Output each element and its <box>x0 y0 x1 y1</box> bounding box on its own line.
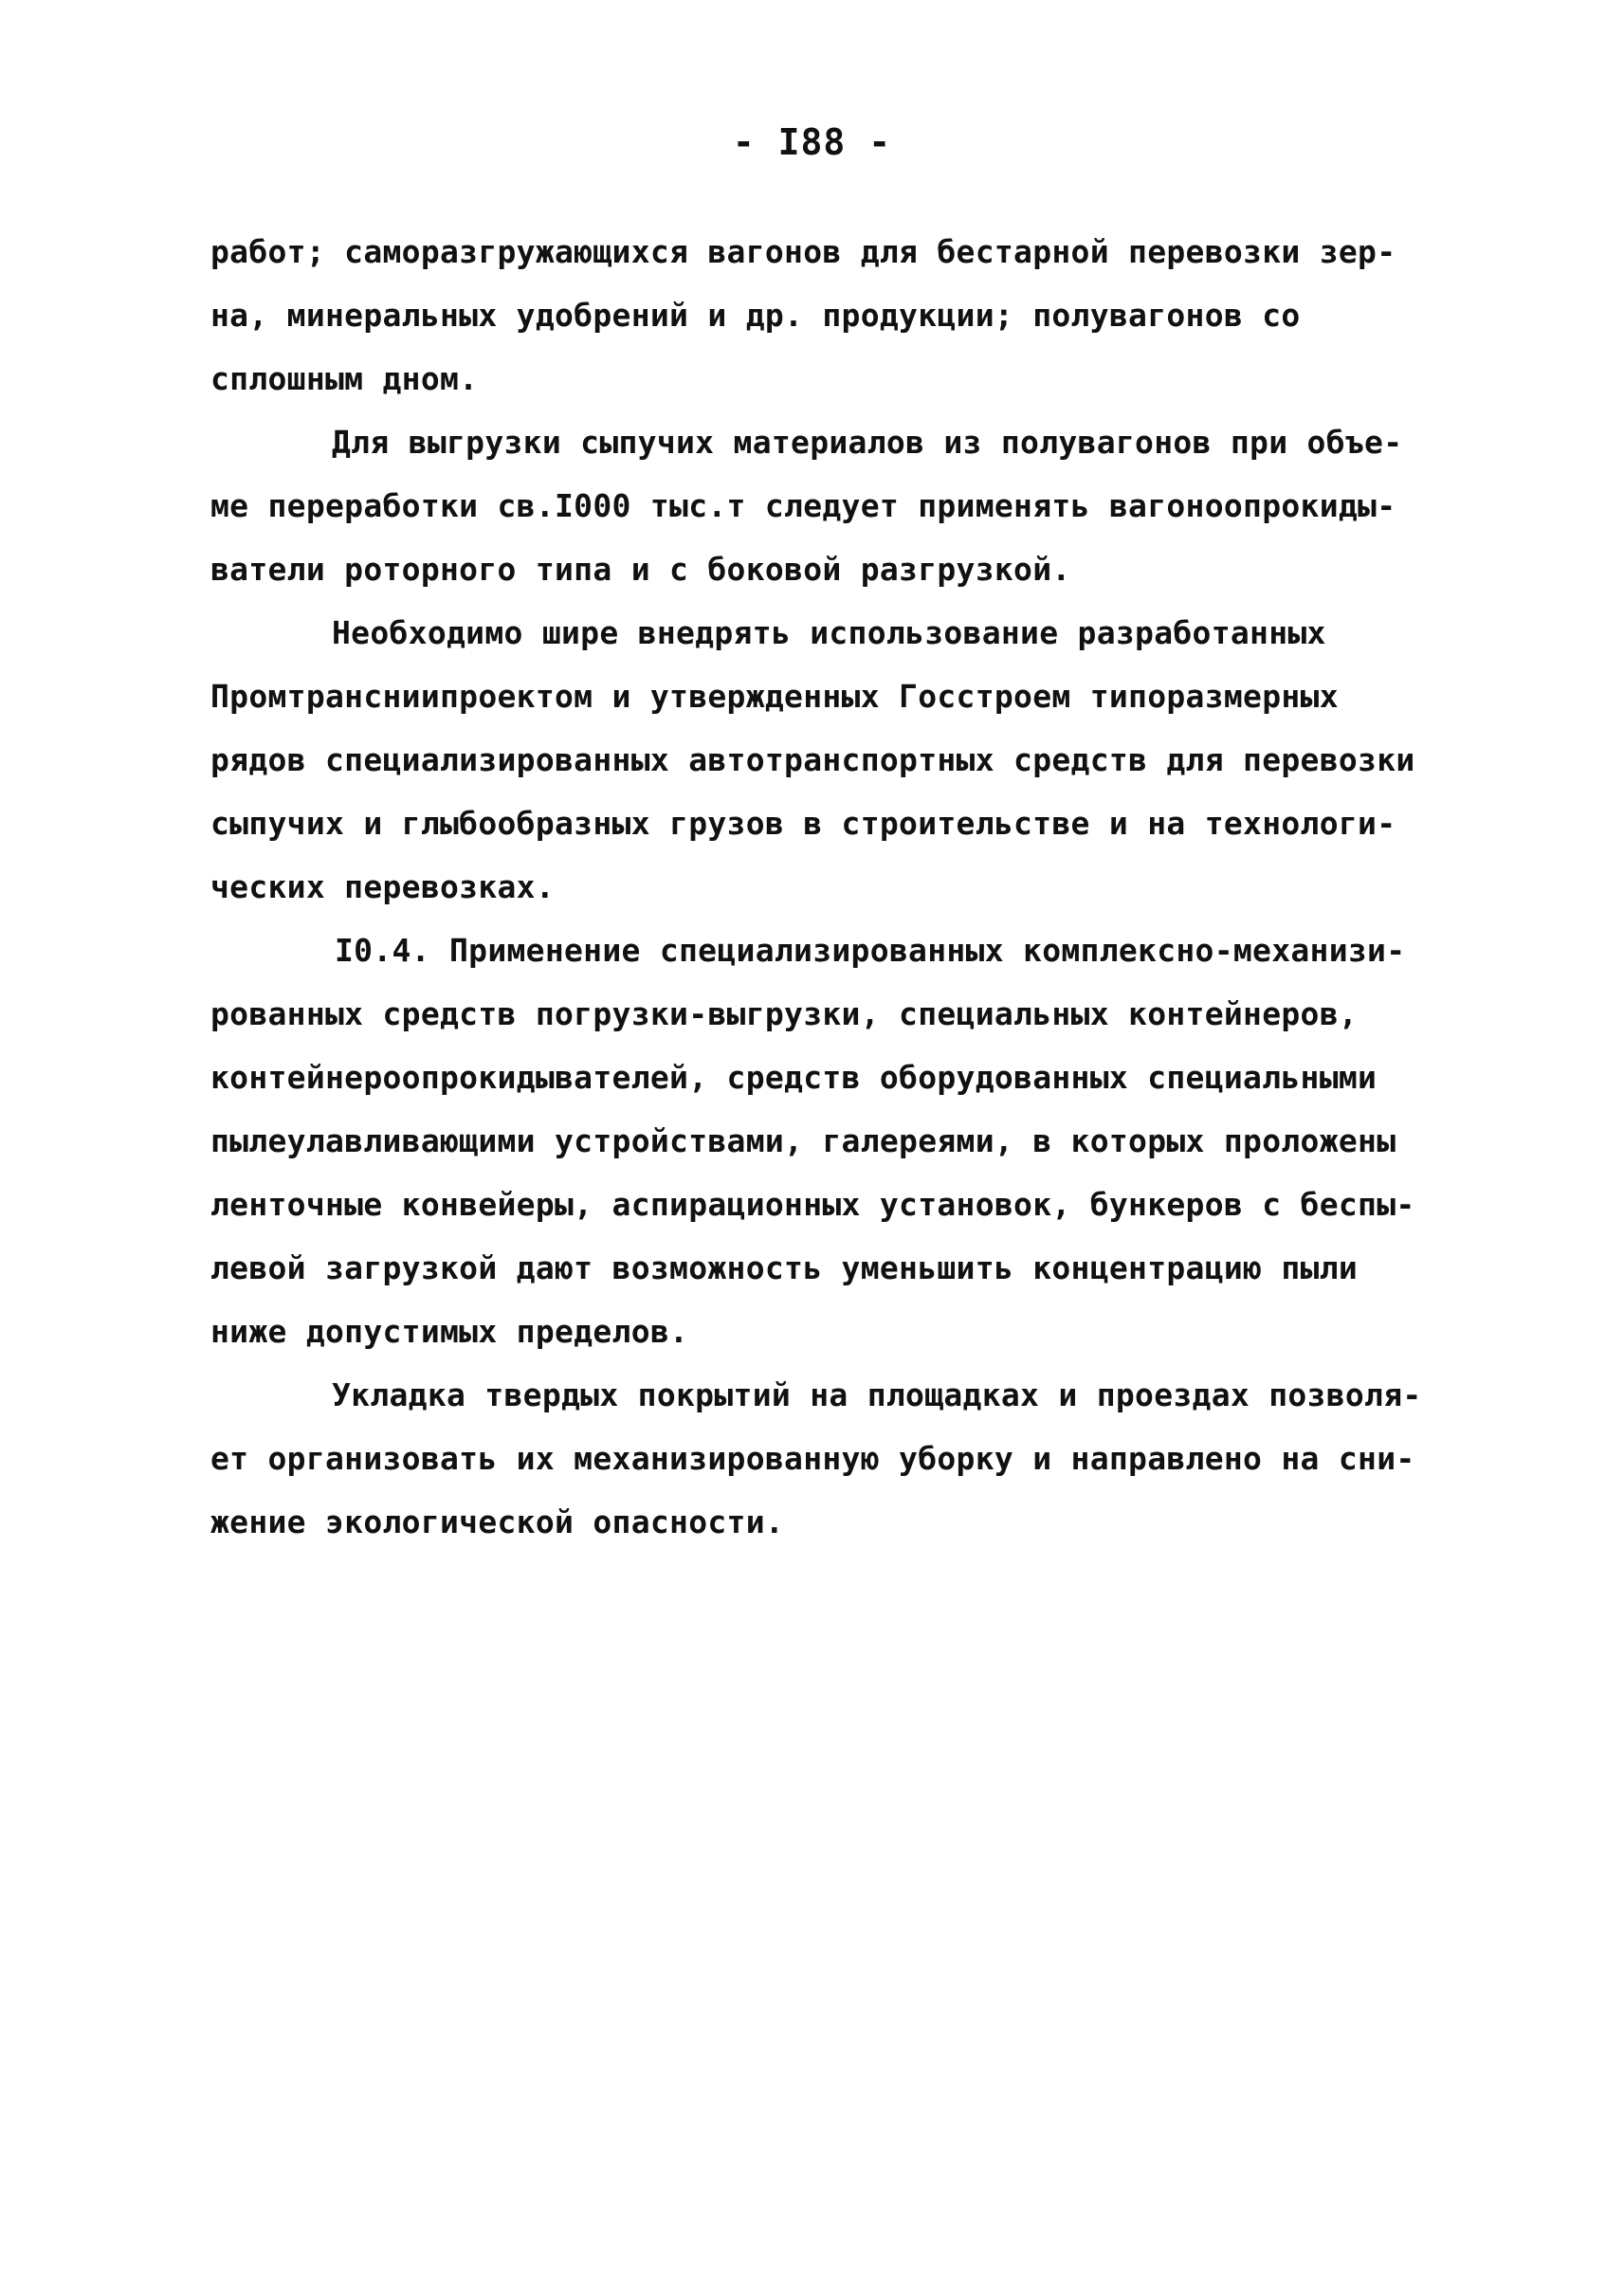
text-line: ватели роторного типа и с боковой разгрузкой. <box>210 551 1071 588</box>
text-line: контейнероопрокидывателей, средств оборудованных специальными <box>210 1059 1378 1096</box>
text-line: работ; саморазгружающихся вагонов для бестарной перевозки зер- <box>210 233 1396 270</box>
text-line: ленточные конвейеры, аспирационных установок, бункеров с беспы- <box>210 1186 1415 1223</box>
paragraph-first-line: Укладка твердых покрытий на площадках и проездах позволя- <box>332 1376 1422 1413</box>
body-text <box>210 220 1462 1554</box>
text-line: рованных средств погрузки-выгрузки, специальных контейнеров, <box>210 995 1359 1032</box>
text-line: ме переработки св.I000 тыс.т следует применять вагоноопрокиды- <box>210 487 1396 524</box>
text-line: левой загрузкой дают возможность уменьшить концентрацию пыли <box>210 1249 1359 1286</box>
text-line: Промтрансниипроектом и утвержденных Госстроем типоразмерных <box>210 678 1339 715</box>
section-heading-line: I0.4. Применение специализированных комплексно-механизи- <box>335 932 1406 969</box>
text-line: на, минеральных удобрений и др. продукции; полувагонов со <box>210 297 1301 334</box>
text-line: рядов специализированных автотранспортных средств для перевозки <box>210 741 1415 778</box>
text-line: ет организовать их механизированную уборку и направлено на сни- <box>210 1440 1415 1477</box>
text-line: жение экологической опасности. <box>210 1503 785 1540</box>
paragraph-first-line: Необходимо шире внедрять использование разработанных <box>332 614 1326 651</box>
page-number: - I88 - <box>732 121 892 163</box>
text-line: ческих перевозках. <box>210 868 556 905</box>
text-line: сыпучих и глыбообразных грузов в строительстве и на технологи- <box>210 805 1396 842</box>
text-line: сплошным дном. <box>210 360 479 397</box>
text-line: пылеулавливающими устройствами, галереями, в которых проложены <box>210 1122 1396 1159</box>
text-line: ниже допустимых пределов. <box>210 1313 689 1350</box>
paragraph-first-line: Для выгрузки сыпучих материалов из полувагонов при объе- <box>332 424 1403 461</box>
